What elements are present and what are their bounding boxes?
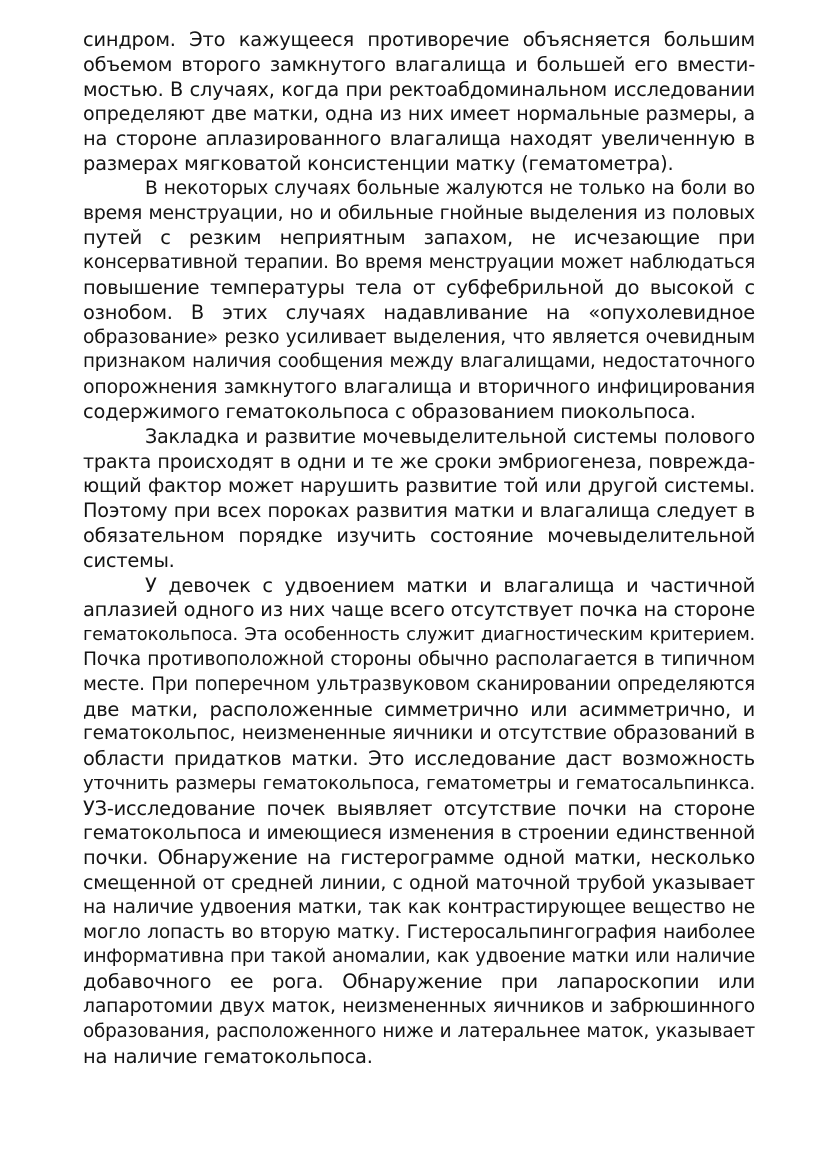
text-line: две матки, расположенные симметрично или асимметрично, и xyxy=(83,697,755,721)
text-line: уточнить размеры гематокольпоса, гематометры и гематосальпинкса. xyxy=(83,772,755,794)
text-line: тракта происходят в одни и те же сроки эмбриогенеза, поврежда- xyxy=(83,449,755,473)
text-line: консервативной терапии. Во время менструации может наблюдаться xyxy=(83,252,755,274)
text-line: аплазией одного из них чаще всего отсутствует почка на стороне xyxy=(83,598,755,622)
text-line: ознобом. В этих случаях надавливание на «опухолевидное xyxy=(83,300,755,324)
text-line: размерах мягковатой консистенции матку (гематометра). xyxy=(83,151,674,175)
text-line: синдром. Это кажущееся противоречие объясняется большим xyxy=(83,28,755,51)
text-line: У девочек с удвоением матки и влагалища и частичной xyxy=(145,573,755,597)
paragraph-4 xyxy=(83,574,755,1070)
text-line: могло лопасть во вторую матку. Гистеросальпингография наиболее xyxy=(83,921,755,943)
text-line: месте. При поперечном ультразвуковом сканировании определяются xyxy=(83,673,755,695)
paragraph-3 xyxy=(83,425,755,574)
text-line: определяют две матки, одна из них имеет нормальные размеры, а xyxy=(83,103,755,126)
text-line: на стороне аплазированного влагалища находят увеличенную в xyxy=(83,127,755,151)
text-line: содержимого гематокольпоса с образованием пиокольпоса. xyxy=(83,399,696,423)
text-line: добавочного ее рога. Обнаружение при лапароскопии или xyxy=(83,970,755,994)
paragraph-1 xyxy=(83,28,755,177)
text-line: повышение температуры тела от субфебрильной до высокой с xyxy=(83,275,755,299)
text-line: время менструации, но и обильные гнойные выделения из половых xyxy=(83,202,755,224)
text-line: на наличие гематокольпоса. xyxy=(83,1044,373,1068)
text-line: путей с резким неприятным запахом, не исчезающие при xyxy=(83,226,755,250)
text-line: смещенной от средней линии, с одной маточной трубой указывает xyxy=(83,872,755,895)
text-line: на наличие удвоения матки, так как контрастирующее вещество не xyxy=(83,896,755,918)
text-line: почки. Обнаружение на гистерограмме одной матки, несколько xyxy=(83,846,755,870)
text-line: гематокольпоса и имеющиеся изменения в строении единственной xyxy=(83,822,755,844)
text-line: Закладка и развитие мочевыделительной системы полового xyxy=(145,424,755,448)
text-line: обязательном порядке изучить состояние мочевыделительной xyxy=(83,523,755,547)
text-line: информативна при такой аномалии, как удвоение матки или наличие xyxy=(83,946,755,968)
text-line: области придатков матки. Это исследование даст возможность xyxy=(83,747,755,771)
text-line: лапаротомии двух маток, неизмененных яичников и забрюшинного xyxy=(83,996,755,1018)
text-line: образования, расположенного ниже и латеральнее маток, указывает xyxy=(83,1020,755,1042)
text-line: признаком наличия сообщения между влагалищами, недостаточного xyxy=(83,351,755,373)
text-line: образование» резко усиливает выделения, что является очевидным xyxy=(83,326,755,348)
text-line: В некоторых случаях больные жалуются не только на боли во xyxy=(145,177,755,199)
text-line: мостью. В случаях, когда при ректоабдоминальном исследовании xyxy=(83,77,755,101)
text-line: опорожнения замкнутого влагалища и вторичного инфицирования xyxy=(83,376,755,399)
document-page xyxy=(83,28,755,1069)
text-line: Поэтому при всех пороках развития матки и влагалища следует в xyxy=(83,499,755,523)
text-line: гематокольпос, неизмененные яичники и отсутствие образований в xyxy=(83,723,755,745)
text-line: гематокольпоса. Эта особенность служит диагностическим критерием. xyxy=(83,624,755,646)
text-line: ющий фактор может нарушить развитие той или другой системы. xyxy=(83,474,755,498)
text-line: Почка противоположной стороны обычно располагается в типичном xyxy=(83,648,755,670)
text-line: системы. xyxy=(83,548,175,572)
text-line: УЗ-исследование почек выявляет отсутствие почки на стороне xyxy=(83,796,755,820)
text-line: объемом второго замкнутого влагалища и большей его вмести- xyxy=(83,52,755,76)
paragraph-2 xyxy=(83,177,755,425)
